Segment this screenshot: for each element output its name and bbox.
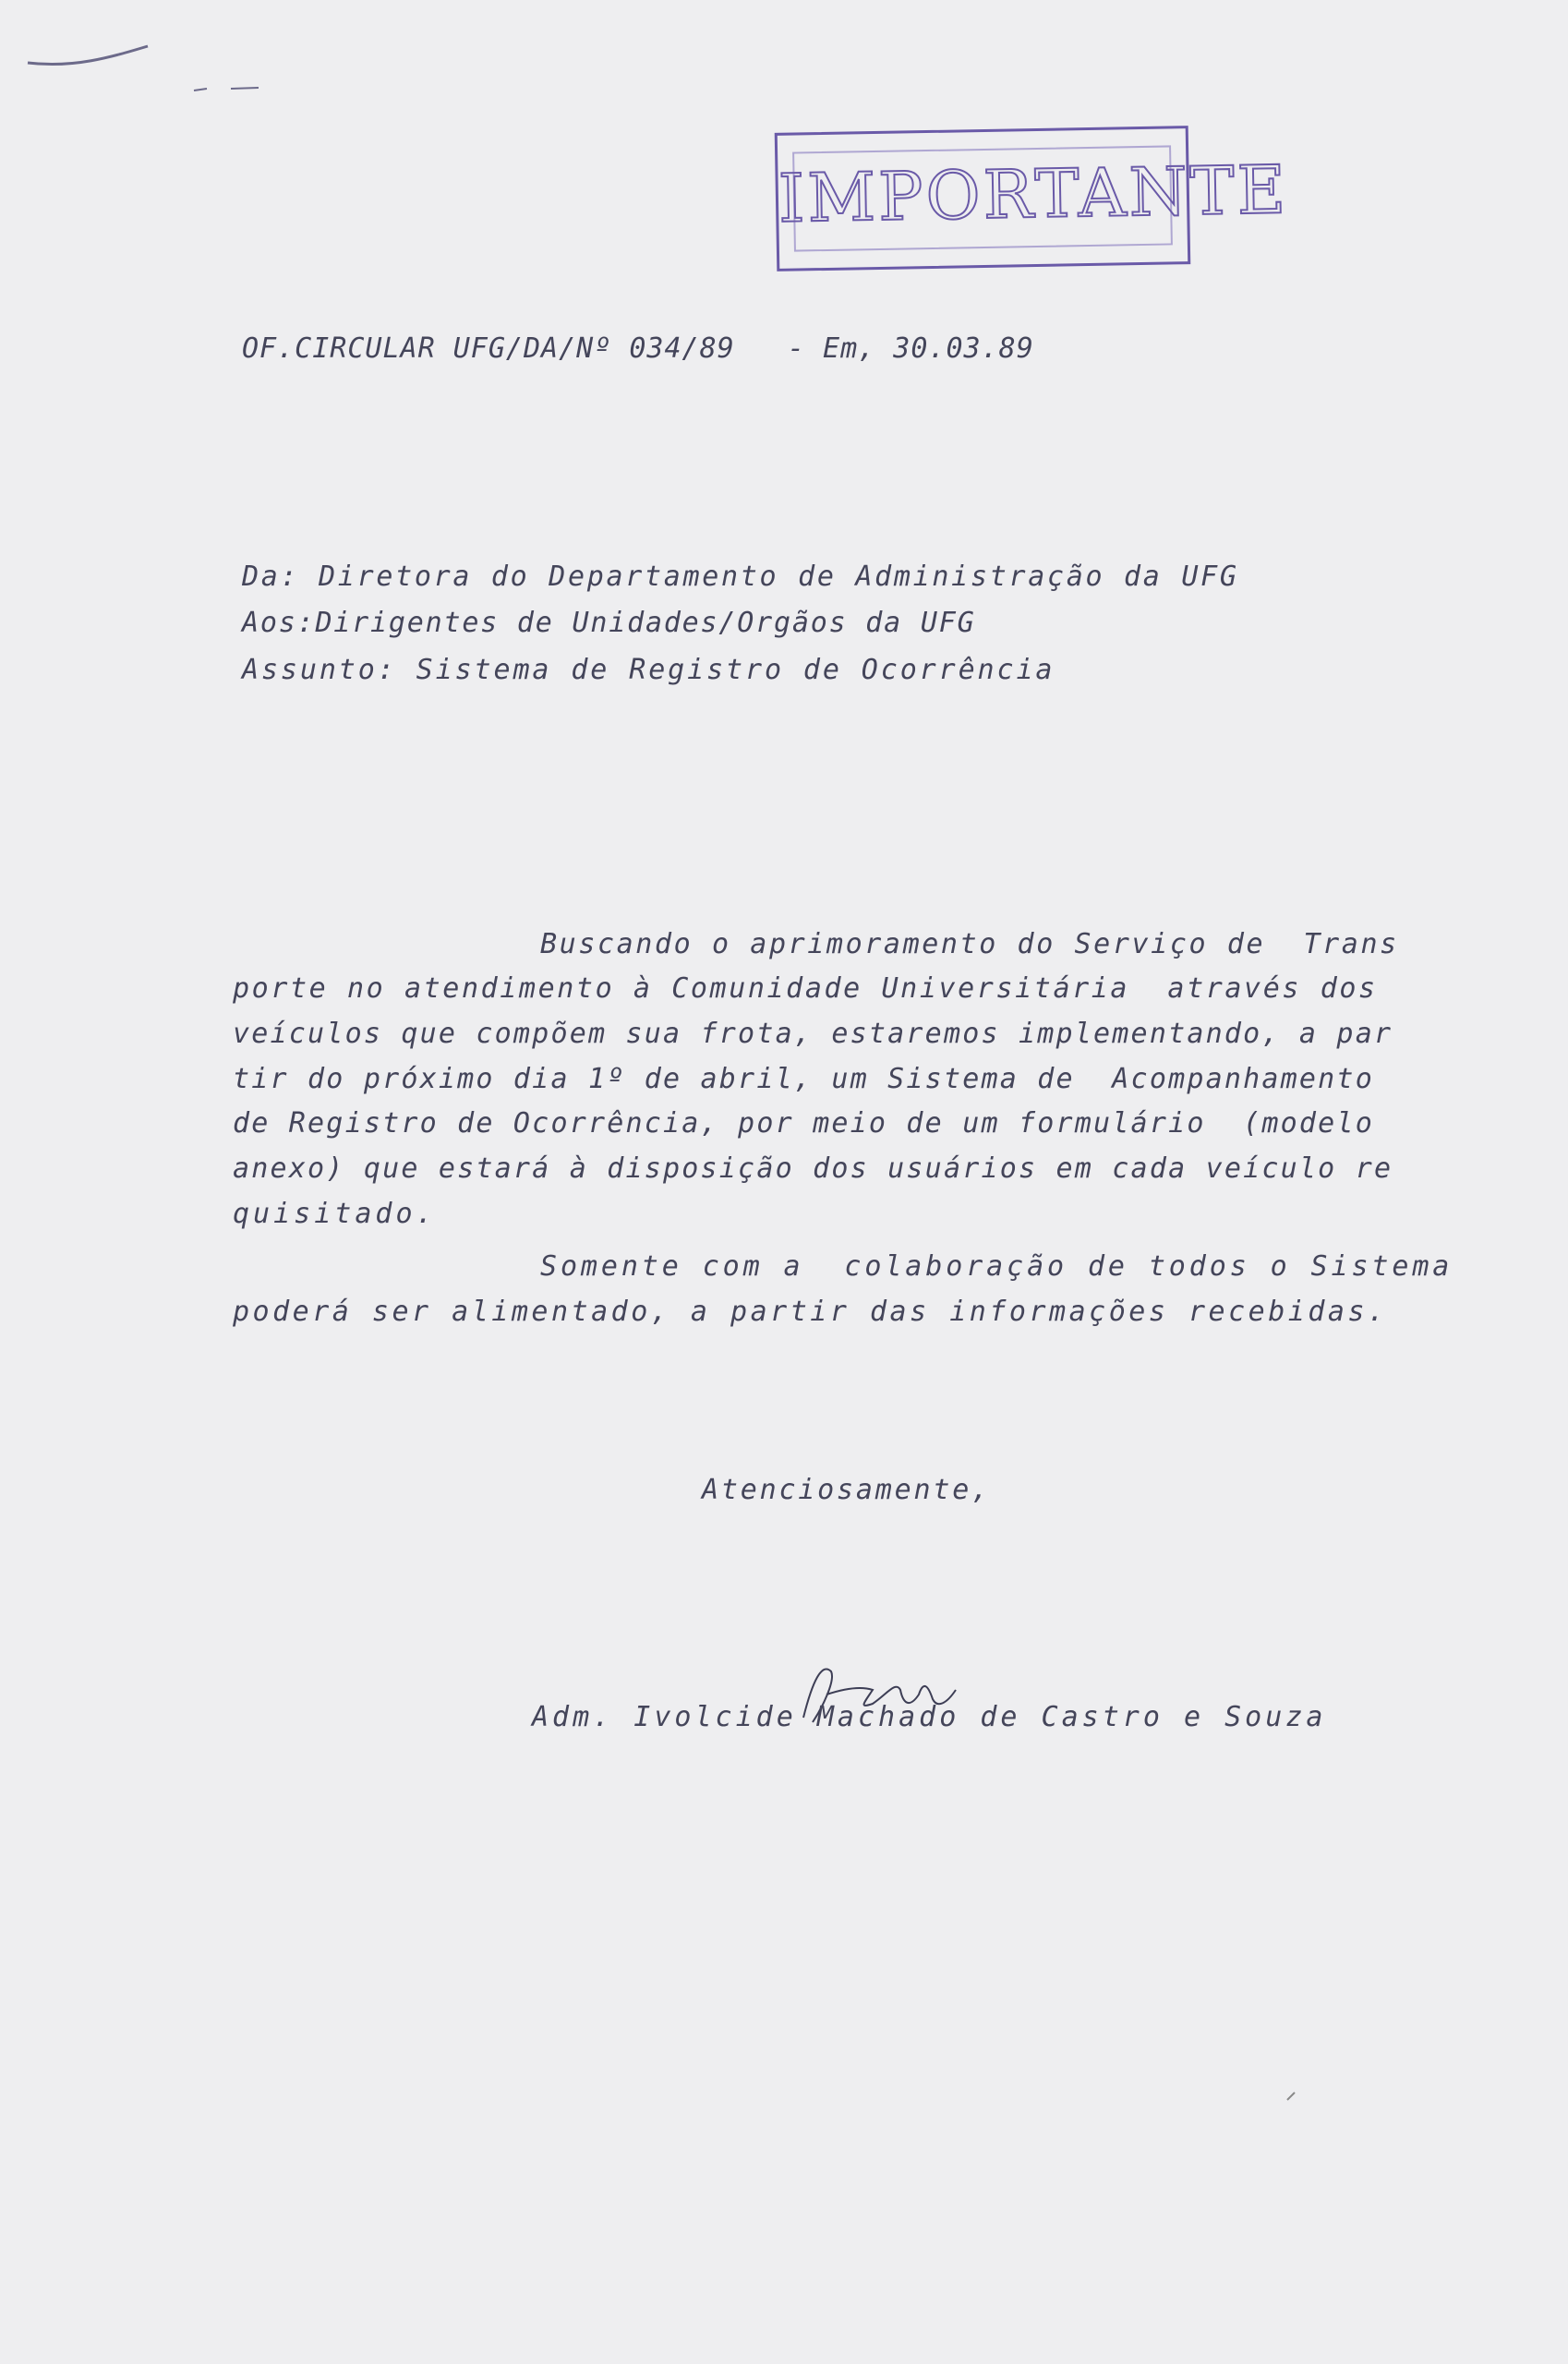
body-line: porte no atendimento à Comunidade Universitária através dos (233, 972, 1378, 1005)
from-line: Da: Diretora do Departamento de Administração da UFG (242, 561, 1239, 593)
body-line: quisitado. (233, 1198, 437, 1230)
body-line: veículos que compõem sua frota, estaremos implementando, a par (233, 1018, 1393, 1050)
body-line: poderá ser alimentado, a partir das informações recebidas. (233, 1296, 1388, 1328)
stray-dot-mark (1284, 2087, 1302, 2105)
body-line: de Registro de Ocorrência, por meio de um formulário (modelo (233, 1107, 1374, 1140)
subject-line: Assunto: Sistema de Registro de Ocorrência (242, 654, 1055, 686)
to-line: Aos:Dirigentes de Unidades/Orgãos da UFG (242, 607, 976, 639)
body-line: anexo) que estará à disposição dos usuários em cada veículo re (233, 1152, 1393, 1185)
body-line: tir do próximo dia 1º de abril, um Sistema de Acompanhamento (233, 1063, 1374, 1095)
body-line: Somente com a colaboração de todos o Sistema (540, 1250, 1453, 1283)
stamp-text: IMPORTANTE (778, 151, 1289, 237)
body-line: Buscando o aprimoramento do Serviço de Trans (540, 928, 1399, 960)
stray-pen-mark (18, 37, 259, 102)
circular-reference: OF.CIRCULAR UFG/DA/Nº 034/89 - Em, 30.03.89 (242, 332, 1034, 365)
signatory-name: Adm. Ivolcide Machado de Castro e Souza (532, 1701, 1327, 1733)
salutation: Atenciosamente, (702, 1474, 991, 1506)
importante-stamp (775, 126, 1289, 271)
